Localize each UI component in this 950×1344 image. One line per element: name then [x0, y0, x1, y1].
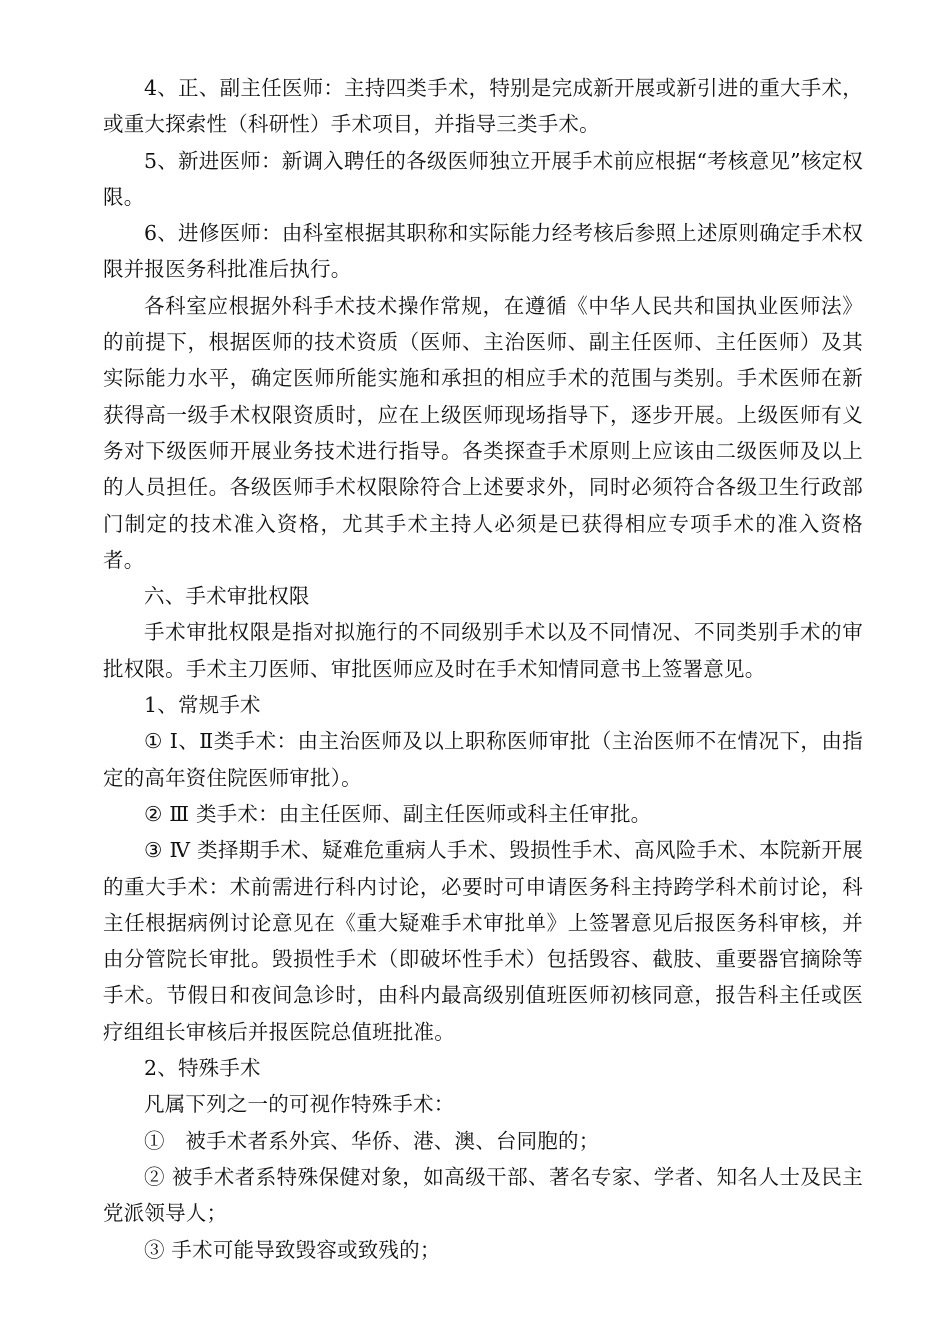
list-item-class-4: ③ Ⅳ 类择期手术、疑难危重病人手术、毁损性手术、高风险手术、本院新开展的重大手术：术前需进行科内讨论，必要时可申请医务科主持跨学科术前讨论，科主任根据病例讨论意见在《重大疑难手术审批单》上签署意见后报医务科审核，并由分管院长审批。毁损性手术（即破坏性手术）包括毁容、截肢、重要器官摘除等手术。节假日和夜间急诊时，由科内最高级别值班医师初核同意，报告科主任或医疗组组长审核后并报医院总值班批准。 [103, 838, 863, 1044]
paragraph-department-rules: 各科室应根据外科手术技术操作常规，在遵循《中华人民共和国执业医师法》的前提下，根据医师的技术资质（医师、主治医师、副主任医师、主任医师）及其实际能力水平，确定医师所能实施和承担的相应手术的范围与类别。手术医师在新获得高一级手术权限资质时，应在上级医师现场指导下，逐步开展。上级医师有义务对下级医师开展业务技术进行指导。各类探查手术原则上应该由二级医师及以上的人员担任。各级医师手术权限除符合上述要求外，同时必须符合各级卫生行政部门制定的技术准入资格，尤其手术主持人必须是已获得相应专项手术的准入资格者。 [103, 293, 863, 572]
subheading-special-surgery: 2、特殊手术 [144, 1056, 261, 1081]
list-item-foreign-guests: ① 被手术者系外宾、华侨、港、澳、台同胞的； [144, 1128, 600, 1153]
subheading-routine-surgery: 1、常规手术 [144, 693, 261, 718]
paragraph-trainee-physician: 6、进修医师：由科室根据其职称和实际能力经考核后参照上述原则确定手术权限并报医务科批准后执行。 [103, 221, 863, 282]
list-item-special-care: ② 被手术者系特殊保健对象，如高级干部、著名专家、学者、知名人士及民主党派领导人； [103, 1164, 863, 1226]
section-heading-approval: 六、手术审批权限 [144, 584, 310, 609]
document-body [103, 70, 863, 1268]
paragraph-new-physician: 5、新进医师：新调入聘任的各级医师独立开展手术前应根据“考核意见”核定权限。 [103, 148, 863, 209]
list-item-disfigurement: ③ 手术可能导致毁容或致残的； [144, 1237, 441, 1262]
list-item-class-1-2: ① Ⅰ、Ⅱ类手术：由主治医师及以上职称医师审批（主治医师不在情况下，由指定的高年资住院医师审批）。 [103, 729, 863, 790]
list-item-class-3: ② Ⅲ 类手术：由主任医师、副主任医师或科主任审批。 [144, 801, 652, 826]
paragraph-chief-physician: 4、正、副主任医师：主持四类手术，特别是完成新开展或新引进的重大手术，或重大探索性（科研性）手术项目，并指导三类手术。 [103, 76, 863, 137]
paragraph-special-criteria: 凡属下列之一的可视作特殊手术： [144, 1092, 455, 1117]
paragraph-approval-definition: 手术审批权限是指对拟施行的不同级别手术以及不同情况、不同类别手术的审批权限。手术主刀医师、审批医师应及时在手术知情同意书上签署意见。 [103, 620, 863, 681]
